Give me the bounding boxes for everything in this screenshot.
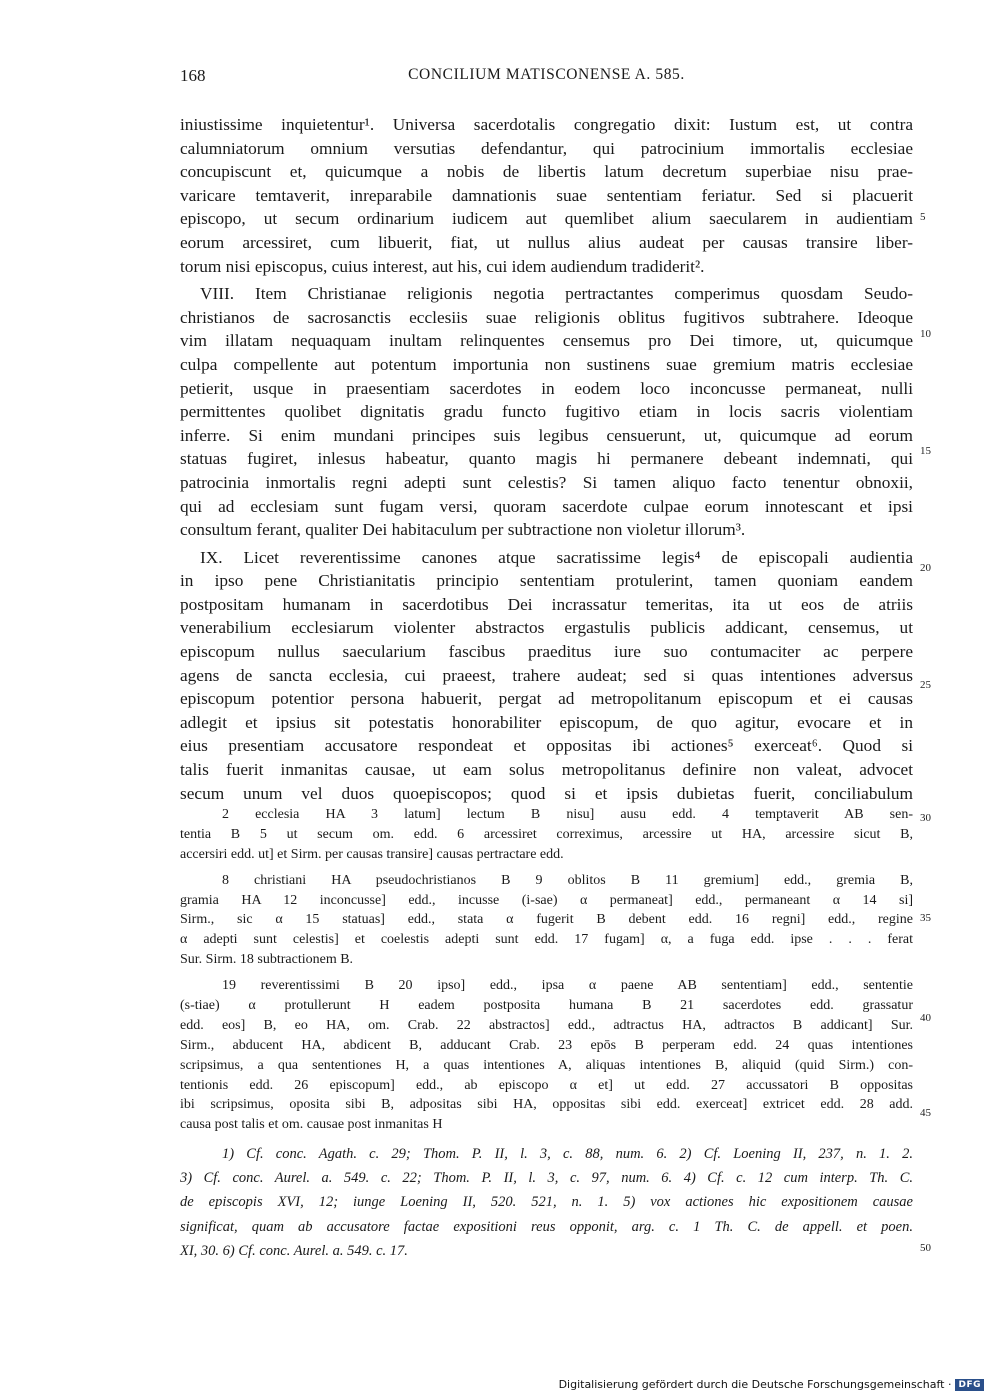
footnote-line: significat, quam ab accusatore factae expositioni reus opponit, arg. c. 1 Th. C. de appell. et poen. [180, 1218, 913, 1235]
line-number: 40 [920, 1012, 931, 1024]
text-line: secum unum vel duos quoepiscopos; quod si et ipsis dubietas fuerit, conciliabulum [180, 783, 913, 803]
text-line: consultum ferant, qualiter Dei habitaculum per subtractione non violetur illorum³. [180, 520, 746, 540]
line-number: 35 [920, 912, 931, 924]
credit-text: Digitalisierung gefördert durch die Deutsche Forschungsgemeinschaft · [558, 1378, 952, 1391]
line-number: 25 [920, 679, 931, 691]
text-line: inferre. Si enim mundani principes suis legibus censuerunt, ut, quicumque ad eorum [180, 425, 913, 445]
digitization-credit [559, 1378, 984, 1391]
text-line: postpositam humanam in sacerdotibus Dei incrassatur temeritas, ita ut eos de atriis [180, 594, 913, 614]
line-number: 50 [920, 1242, 931, 1254]
footnote-line: XI, 30. 6) Cf. conc. Aurel. a. 549. c. 17. [180, 1242, 408, 1259]
text-line: adlegit et ipsius sit potestatis honorabiliter episcopum, de quo agitur, evocare et in [180, 712, 913, 732]
text-line: vim illatam nequaquam inultam relinquentes censemus pro Dei timore, ut, quicumque [180, 331, 913, 351]
apparatus-line: causa post talis et om. causae post inmanitas H [180, 1117, 443, 1133]
text-line: patrocinia inmortalis regni adepti sunt celestis? Si tamen aliquo facto tenentur obnoxii, [180, 472, 913, 492]
apparatus-line: ibi scripsimus, oposita sibi B, adpositas sibi HA, oppositas sibi edd. exerceat] extricet edd. 28 add. [180, 1097, 913, 1113]
line-number: 30 [920, 812, 931, 824]
apparatus-line: α adepti sunt celestis] et coelestis adepti sunt edd. 17 fugam] α, a fuga edd. ipse . . . ferat [180, 932, 913, 948]
dfg-logo: DFG [955, 1379, 984, 1391]
text-line: episcopum potentior persona habuerit, pergat ad metropolitanum episcopum et ei causas [180, 689, 913, 709]
apparatus-line: (s-tiae) α protullerunt H eadem postposita humana B 21 sacerdotes edd. grassatur [180, 998, 913, 1014]
text-line: in ipso pene Christianitatis principio sententiam protulerint, tamen quoniam eandem [180, 571, 913, 591]
apparatus-line: 8 christiani HA pseudochristianos B 9 oblitos B 11 gremium] edd., gremia B, [222, 872, 913, 888]
apparatus-line: 19 reverentissimi B 20 ipso] edd., ipsa α paene AB sententiam] edd., sententie [222, 978, 913, 994]
text-line: calumniatorum omnium versutias defendantur, qui patrocinium immortalis ecclesiae [180, 138, 913, 158]
apparatus-line: accersiri edd. ut] et Sirm. per causas transire] causas pertractare edd. [180, 846, 564, 862]
text-line: culpa compellente aut potentum importunia non sustinens suae gremium matris ecclesiae [180, 354, 913, 374]
footnotes [180, 1142, 913, 1263]
text-line: permittentes quolibet dignitatis gradu functo fugitivo etiam in locis sacris violentiam [180, 402, 913, 422]
page-header [180, 66, 913, 90]
text-line: qui ad ecclesiam sunt fugam versi, quoram sacerdote culpae eorum innotescant et ipsi [180, 496, 913, 516]
critical-apparatus [180, 805, 913, 1135]
footnote-line: 3) Cf. conc. Aurel. a. 549. c. 22; Thom. P. II, l. 3, c. 97, num. 6. 4) Cf. c. 12 cum interp. Th. C. [180, 1170, 913, 1187]
line-number: 15 [920, 445, 931, 457]
apparatus-line: tentia B 5 ut secum om. edd. 6 arcessiret correximus, arcessire ut HA, arcessire sicut B, [180, 826, 913, 842]
text-line: petierit, usque in praesentiam sacerdotes in eodem loco inconcusse permaneat, nulli [180, 378, 913, 398]
text-line: iniustissime inquietentur¹. Universa sacerdotalis congregatio dixit: Iustum est, ut contra [180, 115, 913, 134]
footnote-line: de episcopis XVI, 12; iunge Loening II, 520. 521, n. 1. 5) vox actiones hic expositionem causae [180, 1194, 913, 1211]
running-title: CONCILIUM MATISCONENSE A. 585. [408, 66, 685, 83]
page-number: 168 [180, 66, 206, 85]
apparatus-line: gramia HA 12 inconcusse] edd., incusse (i-sae) α permaneat] edd., permaneant α 14 si] [180, 892, 913, 908]
line-number: 45 [920, 1107, 931, 1119]
text-line: agens de sancta ecclesia, cui praeest, trahere audeat; sed si quas intentiones adversus [180, 665, 913, 685]
chapter-viii-start: VIII. Item Christianae religionis negotia pertractantes comperimus quosdam Seudo- [200, 284, 913, 304]
text-line: talis fuerit inmanitas causae, ut eam solus metropolitanus definire non valeat, advocet [180, 760, 913, 780]
main-text [180, 113, 913, 805]
apparatus-line: Sirm., abducent HA, abdicent B, adducant Crab. 23 epōs B perperam edd. 24 quas intentiones [180, 1037, 913, 1053]
text-line: venerabilium ecclesiarum violenter abstractos ergastulis publicis addicant, censemus, ut [180, 618, 913, 638]
text-line: episcopum nullus saecularium fascibus praeditus iure suo contumaciter ac perpere [180, 642, 913, 662]
line-number: 10 [920, 328, 931, 340]
text-line: concupiscunt et, quicumque a nobis de libertis latum decretum superbiae nisu prae- [180, 162, 913, 182]
chapter-ix-start: IX. Licet reverentissime canones atque sacratissime legis⁴ de episcopali audientia [200, 547, 913, 567]
line-number: 5 [920, 211, 926, 223]
text-line: varicare temtaverit, inreparabile damnationis suae sententiam feriatur. Sed si placuerit [180, 185, 913, 205]
apparatus-line: scripsimus, a qua sententiones H, a quas intentiones A, aliquas intentiones B, aliquid (quid Sirm.) con- [180, 1057, 913, 1073]
text-line: christianos de sacrosanctis ecclesiis suae religionis oblitus fugitivos subtrahere. Ideoque [180, 307, 913, 327]
apparatus-line: Sirm., sic α 15 statuas] edd., stata α fugerit B debent edd. 16 regni] edd., regine [180, 912, 913, 928]
apparatus-line: edd. eos] B, eo HA, om. Crab. 22 abstractos] edd., adtractus HA, adtractos B addicant] Sur. [180, 1017, 913, 1033]
line-number: 20 [920, 562, 931, 574]
text-line: episcopo, ut secum ordinarium iudicem aut quemlibet alium saecularem in audientiam [180, 209, 913, 229]
text-line: eius presentiam accusatore respondeat et oppositas ibi actiones⁵ exerceat⁶. Quod si [180, 736, 913, 756]
text-line: eorum arcessiret, cum libuerit, fiat, ut nullus alius audeat per causas transire liber- [180, 232, 913, 252]
apparatus-line: tentionis edd. 26 episcopum] edd., ab episcopo α et] ut edd. 27 accussatori B oppositas [180, 1077, 913, 1093]
apparatus-line: 2 ecclesia HA 3 latum] lectum B nisu] ausu edd. 4 temptaverit AB sen- [222, 807, 913, 822]
apparatus-line: Sur. Sirm. 18 subtractionem B. [180, 952, 354, 968]
text-line: statuas fugiret, inlesus habeatur, quanto magis hi permanere debeant indemnati, qui [180, 449, 913, 469]
footnote-line: 1) Cf. conc. Agath. c. 29; Thom. P. II, l. 3, c. 88, num. 6. 2) Cf. Loening II, 237, n. 1. 2. [222, 1146, 913, 1162]
text-line: torum nisi episcopus, cuius interest, aut his, cui idem audiendum tradiderit². [180, 256, 705, 276]
